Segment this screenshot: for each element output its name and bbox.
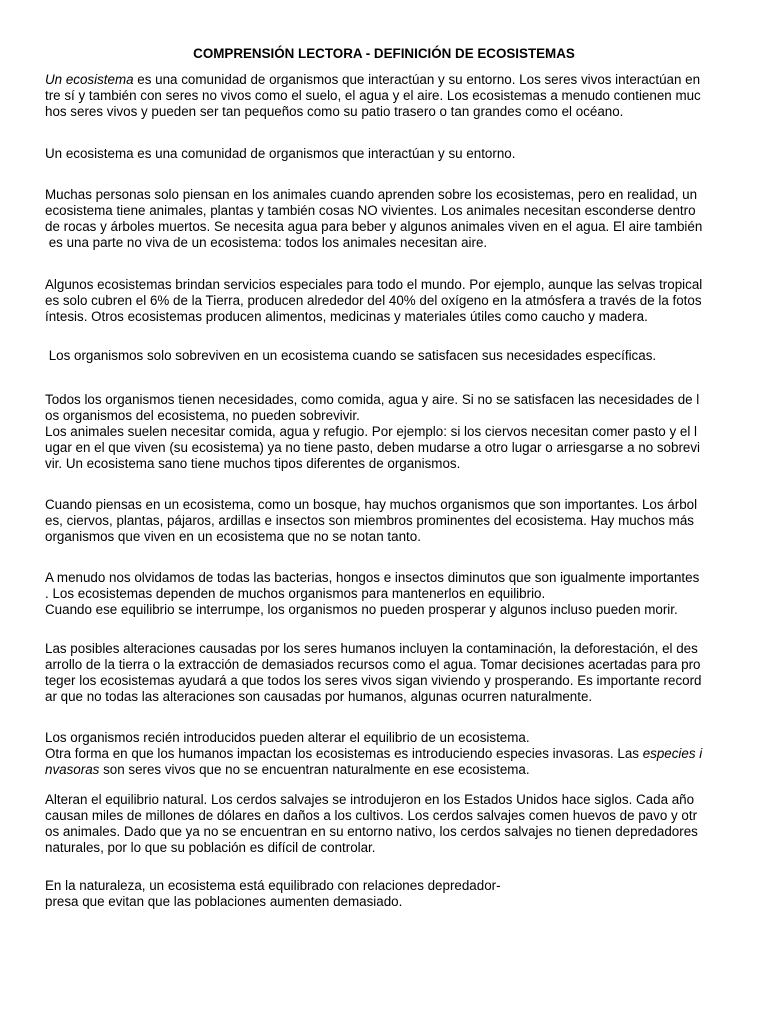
paragraph-6 — [45, 392, 735, 472]
text-line: hos seres vivos y pueden ser tan pequeños como su patio trasero o tan grandes como el océano. — [45, 104, 624, 119]
text-line: Un ecosistema es una comunidad de organismos que interactúan y su entorno. — [45, 146, 516, 161]
text-line: es, ciervos, plantas, pájaros, ardillas e insectos son miembros prominentes del ecosistema. Hay muchos más — [45, 513, 694, 528]
text-line: tre sí y también con seres no vivos como el suelo, el agua y el aire. Los ecosistemas a menudo contienen muc — [45, 88, 701, 103]
paragraph-5 — [45, 348, 735, 364]
text-line: es una parte no viva de un ecosistema: todos los animales necesitan aire. — [45, 235, 488, 250]
paragraph-10 — [45, 730, 735, 778]
text-line: organismos que viven en un ecosistema que no se notan tanto. — [45, 529, 421, 544]
text-line: Otra forma en que los humanos impactan los ecosistemas es introduciendo especies invasoras. Las especies i — [45, 746, 703, 761]
text-line: teger los ecosistemas ayudará a que todos los seres vivos sigan viviendo y prosperando. Es importante record — [45, 673, 702, 688]
document-title: COMPRENSIÓN LECTORA - DEFINICIÓN DE ECOSISTEMAS — [193, 46, 575, 61]
text-line: Los organismos solo sobreviven en un ecosistema cuando se satisfacen sus necesidades específicas. — [45, 348, 657, 363]
text-line: de rocas y árboles muertos. Se necesita agua para beber y algunos animales viven en el agua. El aire también — [45, 219, 703, 234]
paragraph-1 — [45, 72, 735, 120]
text-line: Los organismos recién introducidos pueden alterar el equilibrio de un ecosistema. — [45, 730, 530, 745]
text-line: Algunos ecosistemas brindan servicios especiales para todo el mundo. Por ejemplo, aunque las selvas tropical — [45, 277, 703, 292]
text-line: arrollo de la tierra o la extracción de demasiados recursos como el agua. Tomar decisiones acertadas para pro — [45, 657, 701, 672]
text-line: nvasoras son seres vivos que no se encuentran naturalmente en ese ecosistema. — [45, 762, 530, 777]
paragraph-3 — [45, 187, 735, 251]
text-line: os organismos del ecosistema, no pueden sobrevivir. — [45, 408, 360, 423]
text-line: Los animales suelen necesitar comida, agua y refugio. Por ejemplo: si los ciervos necesitan comer pasto y el l — [45, 424, 698, 439]
paragraph-12 — [45, 878, 735, 910]
emphasis-text: Un ecosistema — [45, 72, 134, 87]
text-line: ugar en el que viven (su ecosistema) ya no tiene pasto, deben mudarse a otro lugar o arriesgarse a no sobrevi — [45, 440, 701, 455]
text-line: En la naturaleza, un ecosistema está equilibrado con relaciones depredador- — [45, 878, 501, 893]
text-line: ecosistema tiene animales, plantas y también cosas NO vivientes. Los animales necesitan esconderse dentro — [45, 203, 696, 218]
text-line: . Los ecosistemas dependen de muchos organismos para mantenerlos en equilibrio. — [45, 586, 546, 601]
text-line: Alteran el equilibrio natural. Los cerdos salvajes se introdujeron en los Estados Unidos hace siglos. Cada año — [45, 792, 695, 807]
text-line: presa que evitan que las poblaciones aumenten demasiado. — [45, 894, 403, 909]
text-line: Cuando ese equilibrio se interrumpe, los organismos no pueden prosperar y algunos incluso pueden morir. — [45, 602, 678, 617]
text-line: ar que no todas las alteraciones son causadas por humanos, algunas ocurren naturalmente. — [45, 689, 593, 704]
paragraph-11 — [45, 792, 735, 856]
paragraph-7 — [45, 497, 735, 545]
paragraph-2 — [45, 146, 735, 162]
text-line: naturales, por lo que su población es difícil de controlar. — [45, 840, 376, 855]
text-line: íntesis. Otros ecosistemas producen alimentos, medicinas y materiales útiles como caucho y madera. — [45, 309, 648, 324]
emphasis-text: nvasoras — [45, 762, 100, 777]
text-line: Muchas personas solo piensan en los animales cuando aprenden sobre los ecosistemas, pero en realidad, un — [45, 187, 698, 202]
text-line: es solo cubren el 6% de la Tierra, producen alrededor del 40% del oxígeno en la atmósfera a través de la fotos — [45, 293, 702, 308]
text-line: os animales. Dado que ya no se encuentran en su entorno nativo, los cerdos salvajes no tienen depredadores — [45, 824, 698, 839]
text-line: vir. Un ecosistema sano tiene muchos tipos diferentes de organismos. — [45, 456, 461, 471]
text-line: Las posibles alteraciones causadas por los seres humanos incluyen la contaminación, la deforestación, el des — [45, 641, 698, 656]
text-line: Un ecosistema es una comunidad de organismos que interactúan y su entorno. Los seres vivos interactúan en — [45, 72, 701, 87]
text-line: A menudo nos olvidamos de todas las bacterias, hongos e insectos diminutos que son igualmente importantes — [45, 570, 700, 585]
text-line: Todos los organismos tienen necesidades, como comida, agua y aire. Si no se satisfacen las necesidades de l — [45, 392, 700, 407]
paragraph-4 — [45, 277, 735, 325]
text-line: causan miles de millones de dólares en daños a los cultivos. Los cerdos salvajes comen huevos de pavo y otr — [45, 808, 698, 823]
text-line: Cuando piensas en un ecosistema, como un bosque, hay muchos organismos que son importantes. Los árbol — [45, 497, 698, 512]
paragraph-8 — [45, 570, 735, 618]
emphasis-text: especies i — [642, 746, 703, 761]
paragraph-9 — [45, 641, 735, 705]
